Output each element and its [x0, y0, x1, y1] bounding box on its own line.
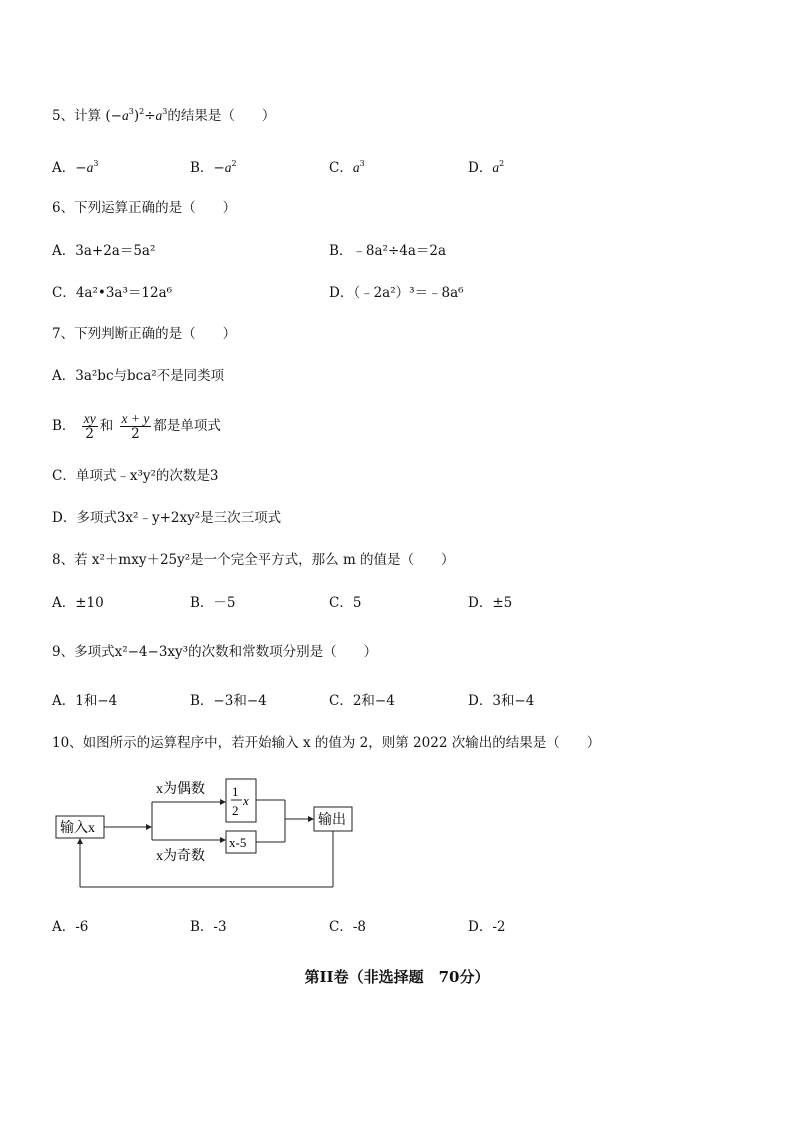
- q10-stem: 10、如图所示的运算程序中，若开始输入 x 的值为 2，则第 2022 次输出的结果是（ ）: [52, 735, 601, 751]
- flow-odd-label: x为奇数: [156, 849, 205, 864]
- q9-option-b: B．−3和−4: [190, 693, 267, 709]
- flow-arrowhead-output: [308, 816, 314, 822]
- q10-option-a: A．-6: [52, 919, 89, 935]
- q5-stem: 5、计算 $(-a^3)^2\div a^3$的结果是（ ）: [52, 107, 276, 124]
- flow-half-variable: x: [243, 793, 249, 808]
- flow-half-numerator: 1: [232, 784, 239, 799]
- q7-option-b: B． $\frac{xy}{2}$ 和 $\frac{x + y}{2}$ 都是单项式: [52, 411, 221, 442]
- flow-half-denominator: 2: [232, 803, 239, 818]
- q7-option-c: C．单项式﹣x³y²的次数是3: [52, 468, 219, 484]
- flow-input-label: 输入x: [60, 821, 95, 836]
- q7-option-a: A．3a²bc与bca²不是同类项: [52, 368, 225, 384]
- flow-arrowhead-input: [146, 824, 152, 830]
- q6-option-b: B．﹣8a²÷4a＝2a: [329, 243, 447, 259]
- q7-fraction-xy: $\frac{xy}{2}$: [83, 411, 96, 442]
- flow-arrowhead-odd: [220, 837, 226, 843]
- q6-option-c: C．4a²•3a³＝12a⁶: [52, 285, 173, 301]
- q5-option-b: B．$-a^2$: [190, 159, 237, 176]
- q5-option-c: C．$a^3$: [329, 159, 365, 176]
- q5-expression: $(-a^3)^2\div a^3$: [105, 107, 168, 124]
- q6-option-a: A．3a+2a＝5a²: [52, 243, 156, 259]
- q7-fraction-x-plus-y: $\frac{x + y}{2}$: [121, 411, 150, 442]
- flow-arrowhead-loop: [77, 838, 83, 844]
- q10-option-c: C．-8: [329, 919, 366, 935]
- q8-option-c: C．5: [329, 595, 362, 611]
- q9-option-c: C．2和−4: [329, 693, 395, 709]
- q9-stem: 9、多项式x²−4−3xy³的次数和常数项分别是（ ）: [52, 644, 378, 660]
- q7-option-d: D．多项式3x²﹣y+2xy²是三次三项式: [52, 510, 282, 526]
- q5-option-d: D．$a^2$: [468, 159, 505, 176]
- flow-even-label: x为偶数: [156, 782, 205, 797]
- flow-output-label: 输出: [318, 813, 346, 828]
- q10-option-b: B．-3: [190, 919, 227, 935]
- q9-option-a: A．1和−4: [52, 693, 118, 709]
- q8-stem: 8、若 x²＋mxy＋25y²是一个完全平方式，那么 m 的值是（ ）: [52, 552, 455, 568]
- flow-minus-label: x-5: [229, 835, 247, 850]
- q6-stem: 6、下列运算正确的是（ ）: [52, 200, 237, 216]
- q5-option-a: A．$-a^3$: [52, 159, 99, 176]
- flow-arrowhead-even: [220, 799, 226, 805]
- q8-option-b: B．－5: [190, 595, 236, 611]
- q8-option-a: A．±10: [52, 595, 104, 611]
- q8-option-d: D．±5: [468, 595, 513, 611]
- section-title: 第II卷（非选择题 70分）: [304, 968, 490, 986]
- q7-stem: 7、下列判断正确的是（ ）: [52, 326, 237, 342]
- q10-flowchart: [52, 776, 362, 894]
- q6-option-d: D．（﹣2a²）³＝﹣8a⁶: [329, 285, 464, 301]
- q9-option-d: D．3和−4: [468, 693, 535, 709]
- q10-option-d: D．-2: [468, 919, 506, 935]
